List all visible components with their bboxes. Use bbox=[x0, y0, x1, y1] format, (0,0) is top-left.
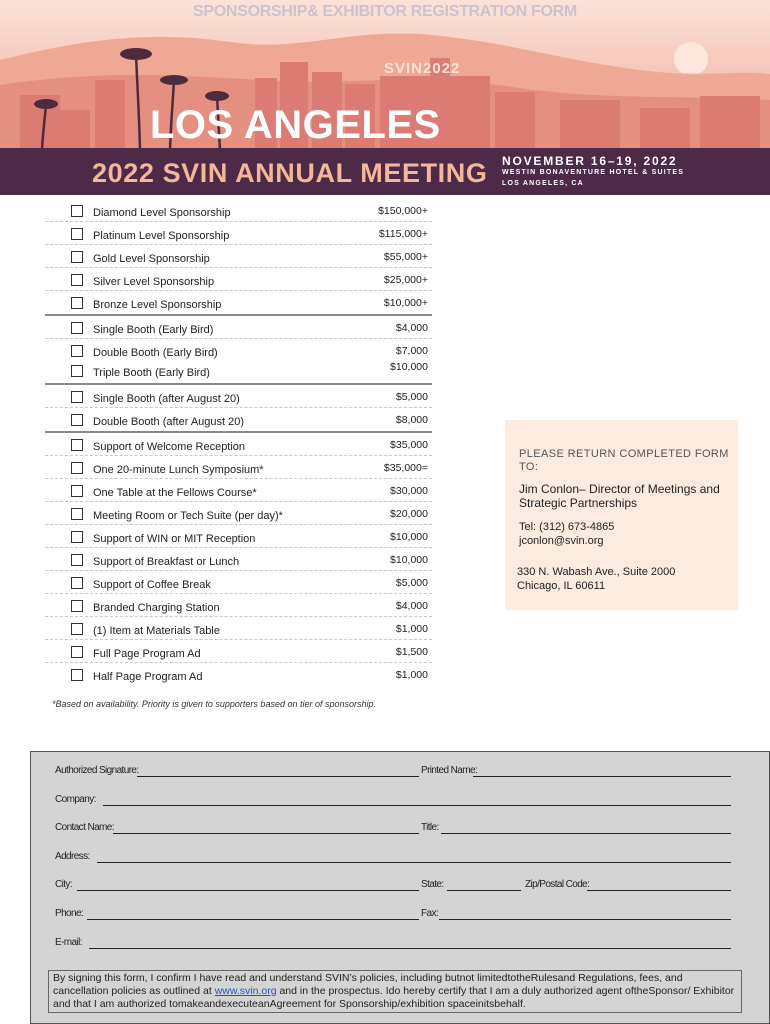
certification-statement bbox=[48, 970, 742, 1013]
list-item bbox=[45, 339, 432, 383]
contact-form bbox=[30, 751, 770, 1024]
return-heading: PLEASE RETURN COMPLETED FORM TO: bbox=[519, 448, 729, 473]
form-title: SPONSORSHIP& EXHIBITOR REGISTRATION FORM bbox=[193, 3, 577, 20]
item-price: $7,000 bbox=[395, 345, 428, 357]
list-item bbox=[45, 456, 432, 479]
list-item bbox=[45, 222, 432, 245]
event-venue: WESTIN BONAVENTURE HOTEL & SUITES bbox=[502, 169, 685, 176]
checkbox[interactable] bbox=[71, 228, 83, 240]
item-price: $4,000 bbox=[395, 322, 428, 334]
item-price: $150,000+ bbox=[378, 205, 428, 217]
event-venue-city: LOS ANGELES, CA bbox=[502, 180, 584, 187]
checkbox[interactable] bbox=[71, 577, 83, 589]
item-price: $1,500 bbox=[395, 646, 428, 658]
item-label: Bronze Level Sponsorship bbox=[93, 299, 222, 311]
checkbox[interactable] bbox=[71, 600, 83, 612]
item-label: Double Booth (after August 20) bbox=[93, 416, 245, 428]
checkbox[interactable] bbox=[71, 554, 83, 566]
item-price: $30,000 bbox=[390, 485, 428, 497]
contact-person: Jim Conlon– Director of Meetings and Strategic Partnerships bbox=[519, 482, 720, 510]
item-price: $4,000 bbox=[395, 600, 428, 612]
item-label: Support of Breakfast or Lunch bbox=[93, 556, 240, 568]
state-field[interactable] bbox=[447, 890, 521, 891]
zip-label: Zip/Postal Code: bbox=[525, 879, 590, 890]
item-label: One Table at the Fellows Course* bbox=[93, 487, 257, 499]
sponsorship-options bbox=[45, 199, 432, 686]
contact-email: jconlon@svin.org bbox=[519, 535, 604, 547]
fax-field[interactable] bbox=[439, 919, 731, 920]
list-item bbox=[45, 640, 432, 663]
checkbox[interactable] bbox=[71, 322, 83, 334]
contact-name-label: Contact Name: bbox=[55, 822, 114, 833]
early-booth-group bbox=[45, 316, 432, 385]
list-item bbox=[45, 245, 432, 268]
list-item bbox=[45, 199, 432, 222]
meeting-title: 2022 SVIN ANNUAL MEETING bbox=[92, 158, 488, 188]
city-label: City: bbox=[55, 879, 73, 890]
checkbox[interactable] bbox=[71, 205, 83, 217]
list-item bbox=[45, 433, 432, 456]
checkbox[interactable] bbox=[71, 297, 83, 309]
title-field[interactable] bbox=[441, 833, 731, 834]
event-date: NOVEMBER 16–19, 2022 bbox=[502, 154, 678, 168]
signature-label: Authorized Signature: bbox=[55, 765, 139, 776]
checkbox[interactable] bbox=[71, 251, 83, 263]
item-label: Meeting Room or Tech Suite (per day)* bbox=[93, 510, 283, 522]
phone-label: Phone: bbox=[55, 908, 84, 919]
item-label: Single Booth (after August 20) bbox=[93, 393, 240, 405]
item-price: $35,000= bbox=[383, 462, 428, 474]
checkbox[interactable] bbox=[71, 646, 83, 658]
signature-field[interactable] bbox=[137, 776, 419, 777]
list-item bbox=[45, 571, 432, 594]
svin-link[interactable]: www.svin.org bbox=[214, 985, 277, 997]
item-price: $55,000+ bbox=[383, 251, 428, 263]
address-label: Address: bbox=[55, 851, 90, 862]
item-label: Branded Charging Station bbox=[93, 602, 220, 614]
certification-text-cont: and in the prospectus. Ido hereby certify that I am a duly authorized agent oftheSponsor/ Exhibitor and that I am authorized tomakeandexecuteanAgreement for Sponsorship/exhibition spaceinitsbehalf. bbox=[53, 985, 735, 1010]
checkbox[interactable] bbox=[71, 365, 83, 377]
item-price: $8,000 bbox=[395, 414, 428, 426]
checkbox[interactable] bbox=[71, 462, 83, 474]
item-label: Support of Welcome Reception bbox=[93, 441, 246, 453]
company-field[interactable] bbox=[103, 805, 731, 806]
item-price: $1,000 bbox=[395, 623, 428, 635]
checkbox[interactable] bbox=[71, 414, 83, 426]
fax-label: Fax: bbox=[421, 908, 439, 919]
checkbox[interactable] bbox=[71, 439, 83, 451]
email-field[interactable] bbox=[89, 948, 731, 949]
title-label: Title: bbox=[421, 822, 439, 833]
item-price: $25,000+ bbox=[383, 274, 428, 286]
city-field[interactable] bbox=[77, 890, 419, 891]
return-info-box bbox=[505, 420, 738, 610]
list-item bbox=[45, 268, 432, 291]
city-title: LOS ANGELES bbox=[150, 103, 441, 147]
list-item bbox=[45, 291, 432, 314]
state-label: State: bbox=[421, 879, 444, 890]
header-banner bbox=[0, 0, 770, 195]
printed-name-label: Printed Name: bbox=[421, 765, 478, 776]
item-label: Single Booth (Early Bird) bbox=[93, 324, 214, 336]
contact-address-line1: 330 N. Wabash Ave., Suite 2000 bbox=[517, 566, 676, 578]
list-item bbox=[45, 594, 432, 617]
checkbox[interactable] bbox=[71, 508, 83, 520]
list-item bbox=[45, 502, 432, 525]
list-item bbox=[45, 548, 432, 571]
checkbox[interactable] bbox=[71, 669, 83, 681]
zip-field[interactable] bbox=[587, 890, 731, 891]
opportunities-group bbox=[45, 433, 432, 686]
item-price: $10,000 bbox=[390, 361, 428, 373]
item-label: Full Page Program Ad bbox=[93, 648, 201, 660]
item-label: Triple Booth (Early Bird) bbox=[93, 367, 210, 379]
list-item bbox=[45, 525, 432, 548]
item-label: One 20-minute Lunch Symposium* bbox=[93, 464, 264, 476]
printed-name-field[interactable] bbox=[473, 776, 731, 777]
checkbox[interactable] bbox=[71, 531, 83, 543]
item-label: Diamond Level Sponsorship bbox=[93, 207, 231, 219]
item-price: $20,000 bbox=[390, 508, 428, 520]
item-label: Half Page Program Ad bbox=[93, 671, 203, 683]
list-item bbox=[45, 479, 432, 502]
contact-phone: Tel: (312) 673-4865 bbox=[519, 521, 615, 533]
checkbox[interactable] bbox=[71, 274, 83, 286]
checkbox[interactable] bbox=[71, 345, 83, 357]
address-field[interactable] bbox=[97, 862, 731, 863]
list-item bbox=[45, 663, 432, 686]
item-price: $5,000 bbox=[395, 577, 428, 589]
list-item bbox=[45, 617, 432, 640]
item-price: $1,000 bbox=[395, 669, 428, 681]
availability-footnote: *Based on availability. Priority is given to supporters based on tier of sponsorship. bbox=[52, 699, 377, 709]
item-price: $35,000 bbox=[390, 439, 428, 451]
list-item bbox=[45, 385, 432, 408]
item-label: Platinum Level Sponsorship bbox=[93, 230, 230, 242]
item-label: Gold Level Sponsorship bbox=[93, 253, 210, 265]
item-price: $115,000+ bbox=[378, 228, 428, 240]
contact-address-line2: Chicago, IL 60611 bbox=[517, 580, 606, 592]
item-price: $5,000 bbox=[395, 391, 428, 403]
list-item bbox=[45, 316, 432, 339]
checkbox[interactable] bbox=[71, 391, 83, 403]
item-price: $10,000 bbox=[390, 531, 428, 543]
company-label: Company: bbox=[55, 794, 96, 805]
item-price: $10,000+ bbox=[383, 297, 428, 309]
checkbox[interactable] bbox=[71, 485, 83, 497]
item-price: $10,000 bbox=[390, 554, 428, 566]
phone-field[interactable] bbox=[87, 919, 419, 920]
contact-name-field[interactable] bbox=[113, 833, 419, 834]
item-label: (1) Item at Materials Table bbox=[93, 625, 220, 637]
checkbox[interactable] bbox=[71, 623, 83, 635]
item-label: Support of WIN or MIT Reception bbox=[93, 533, 256, 545]
event-tag: SVIN2022 bbox=[384, 60, 461, 77]
sponsorship-levels-group bbox=[45, 199, 432, 316]
item-label: Silver Level Sponsorship bbox=[93, 276, 215, 288]
email-label: E-mail: bbox=[55, 937, 82, 948]
late-booth-group bbox=[45, 385, 432, 433]
list-item bbox=[45, 408, 432, 431]
item-label: Support of Coffee Break bbox=[93, 579, 211, 591]
certification-text: By signing this form, I confirm I have read and understand SVIN’s policies, including butnot limitedtotheRulesand Regulations, fees, and cancellation policies as outlined at bbox=[53, 972, 683, 997]
item-label: Double Booth (Early Bird) bbox=[93, 347, 218, 359]
